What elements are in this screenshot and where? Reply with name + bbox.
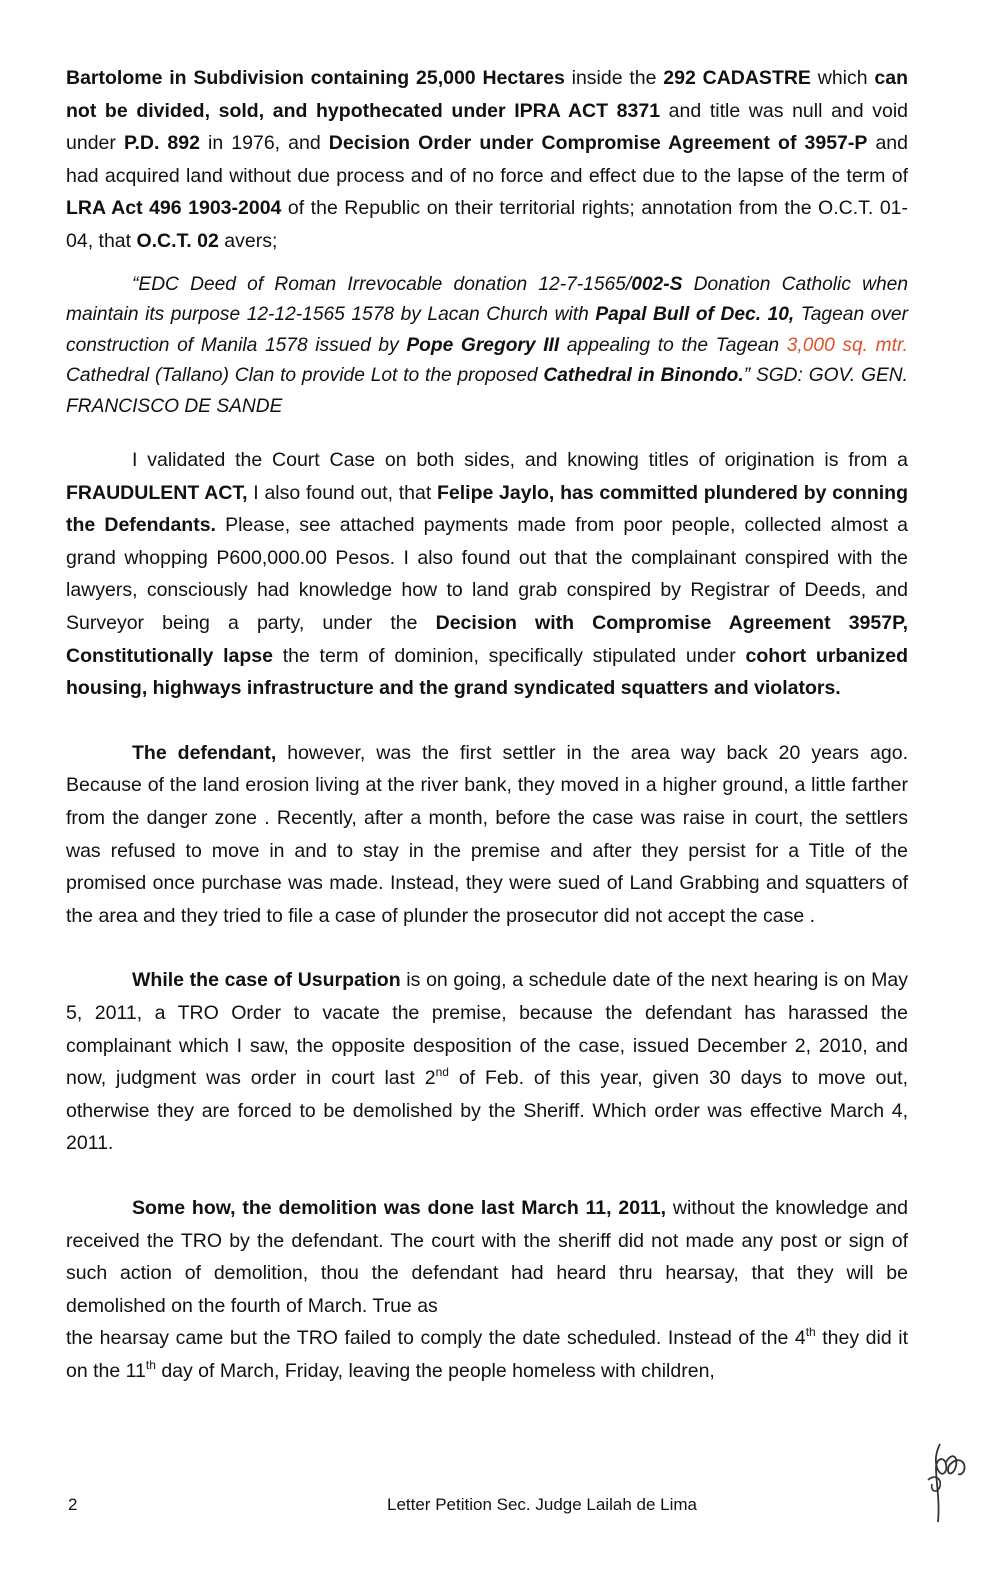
superscript: nd: [435, 1065, 449, 1080]
text: ” SGD: GOV. GEN. FRANCISCO DE SANDE: [66, 365, 908, 417]
bold-text: FRAUDULENT ACT,: [66, 481, 248, 504]
bold-text: Decision Order under Compromise Agreement of 3957-P: [328, 132, 868, 155]
bold-text: The defendant,: [132, 741, 277, 764]
text: they did it on the 11: [66, 1327, 908, 1382]
text: of Feb. of this year, given 30 days to move out, otherwise they are forced to be demolished by the Sheriff. Which order was effective March 4, 2011.: [66, 1067, 908, 1155]
bold-text: Cathedral in Binondo.: [543, 365, 744, 387]
bold-text: cohort urbanized housing, highways infrastructure and the grand syndicated squatters and violators.: [66, 644, 909, 700]
bold-text: P.D. 892: [123, 132, 200, 155]
signature-initials-icon: [918, 1422, 974, 1532]
text: Donation Catholic when maintain its purpose 12-12-1565 1578 by Lacan Church with: [66, 273, 908, 326]
text: I also found out, that: [247, 481, 437, 504]
text: without the knowledge and received the TRO by the defendant. The court with the sheriff did not made any post or sign of such action of demolition, thou the defendant had heard thru hearsay, that they will be demolished on the fourth of March. True as: [66, 1196, 908, 1317]
bold-text: Some how, the demolition was done last March 11, 2011,: [132, 1196, 667, 1219]
bold-text: 002-S: [631, 273, 683, 295]
text: “EDC Deed of Roman Irrevocable donation 12-7-1565/: [132, 273, 632, 295]
text: Please, see attached payments made from poor people, collected almost a grand whopping P600,000.00 Pesos. I also found out that the complainant conspired with the lawyers, consciously had knowledge how to land grab conspired by Registrar of Deeds, and Surveyor being a party, under the: [66, 514, 908, 635]
text: day of March, Friday, leaving the people homeless with children,: [155, 1359, 715, 1382]
text: avers;: [218, 229, 278, 252]
bold-text: LRA Act 496 1903-2004: [66, 197, 282, 220]
page-number: 2: [68, 1495, 78, 1514]
text: however, was the first settler in the area way back 20 years ago. Because of the land erosion living at the river bank, they moved in a higher ground, a little farther from the danger zone . Recently, after a month, before the case was raise in court, the settlers was refused to move in and to stay in the premise and after they persist for a Title of the promised once purchase was made. Instead, they were sued of Land Grabbing and squatters of the area and they tried to file a case of plunder the prosecutor did not accept the case .: [66, 741, 908, 927]
text: in 1976, and: [199, 132, 329, 155]
bold-text: Bartolome in Subdivision containing 25,000 Hectares: [66, 67, 565, 89]
text: and title was null and void under: [66, 99, 908, 155]
document-body: [66, 62, 908, 1388]
text: appealing to the Tagean: [559, 334, 787, 356]
text: the hearsay came but the TRO failed to comply the date scheduled. Instead of the 4: [66, 1327, 806, 1350]
text: is on going, a schedule date of the next hearing is on May 5, 2011, a TRO Order to vacate the premise, because the defendant has harassed the complainant which I saw, the opposite desposition of the case, issued December 2, 2010, and now, judgment was order in court last 2: [66, 969, 909, 1090]
superscript: th: [145, 1357, 156, 1372]
highlighted-area: 3,000 sq. mtr.: [786, 334, 908, 356]
text: I validated the Court Case on both sides, and knowing titles of origination is from a: [132, 449, 908, 472]
bold-text: O.C.T. 02: [136, 229, 219, 252]
bold-text: 292 CADASTRE: [663, 67, 811, 89]
superscript: th: [805, 1325, 816, 1340]
quoted-annotation: [66, 270, 908, 423]
text: Tagean over construction of Manila 1578 issued by: [66, 304, 908, 356]
paragraph-intro: [66, 62, 908, 258]
paragraph-defendant: [66, 737, 908, 933]
text: Cathedral (Tallano) Clan to provide Lot to the proposed: [66, 365, 544, 387]
bold-text: Pope Gregory III: [406, 334, 560, 356]
footer-title: Letter Petition Sec. Judge Lailah de Lima: [387, 1495, 697, 1514]
text: which: [810, 67, 875, 89]
bold-text: Papal Bull of Dec. 10,: [595, 304, 795, 326]
paragraph-demolition: [66, 1192, 908, 1322]
bold-text: can not be divided, sold, and hypothecated under IPRA ACT 8371: [66, 67, 908, 122]
text: the term of dominion, specifically stipulated under: [272, 644, 746, 667]
text: inside the: [564, 67, 664, 89]
bold-text: Felipe Jaylo, has committed plundered by conning the Defendants.: [66, 481, 908, 537]
text: of the Republic on their territorial rights; annotation from the O.C.T. 01-04, that: [66, 197, 909, 252]
paragraph-hearsay: [66, 1322, 908, 1387]
text: and had acquired land without due process and of no force and effect due to the lapse of the term of: [66, 132, 908, 187]
paragraph-validation: [66, 444, 908, 705]
bold-text: Decision with Compromise Agreement 3957P, Constitutionally lapse: [66, 612, 908, 667]
bold-text: While the case of Usurpation: [132, 969, 401, 992]
paragraph-usurpation: [66, 964, 908, 1160]
